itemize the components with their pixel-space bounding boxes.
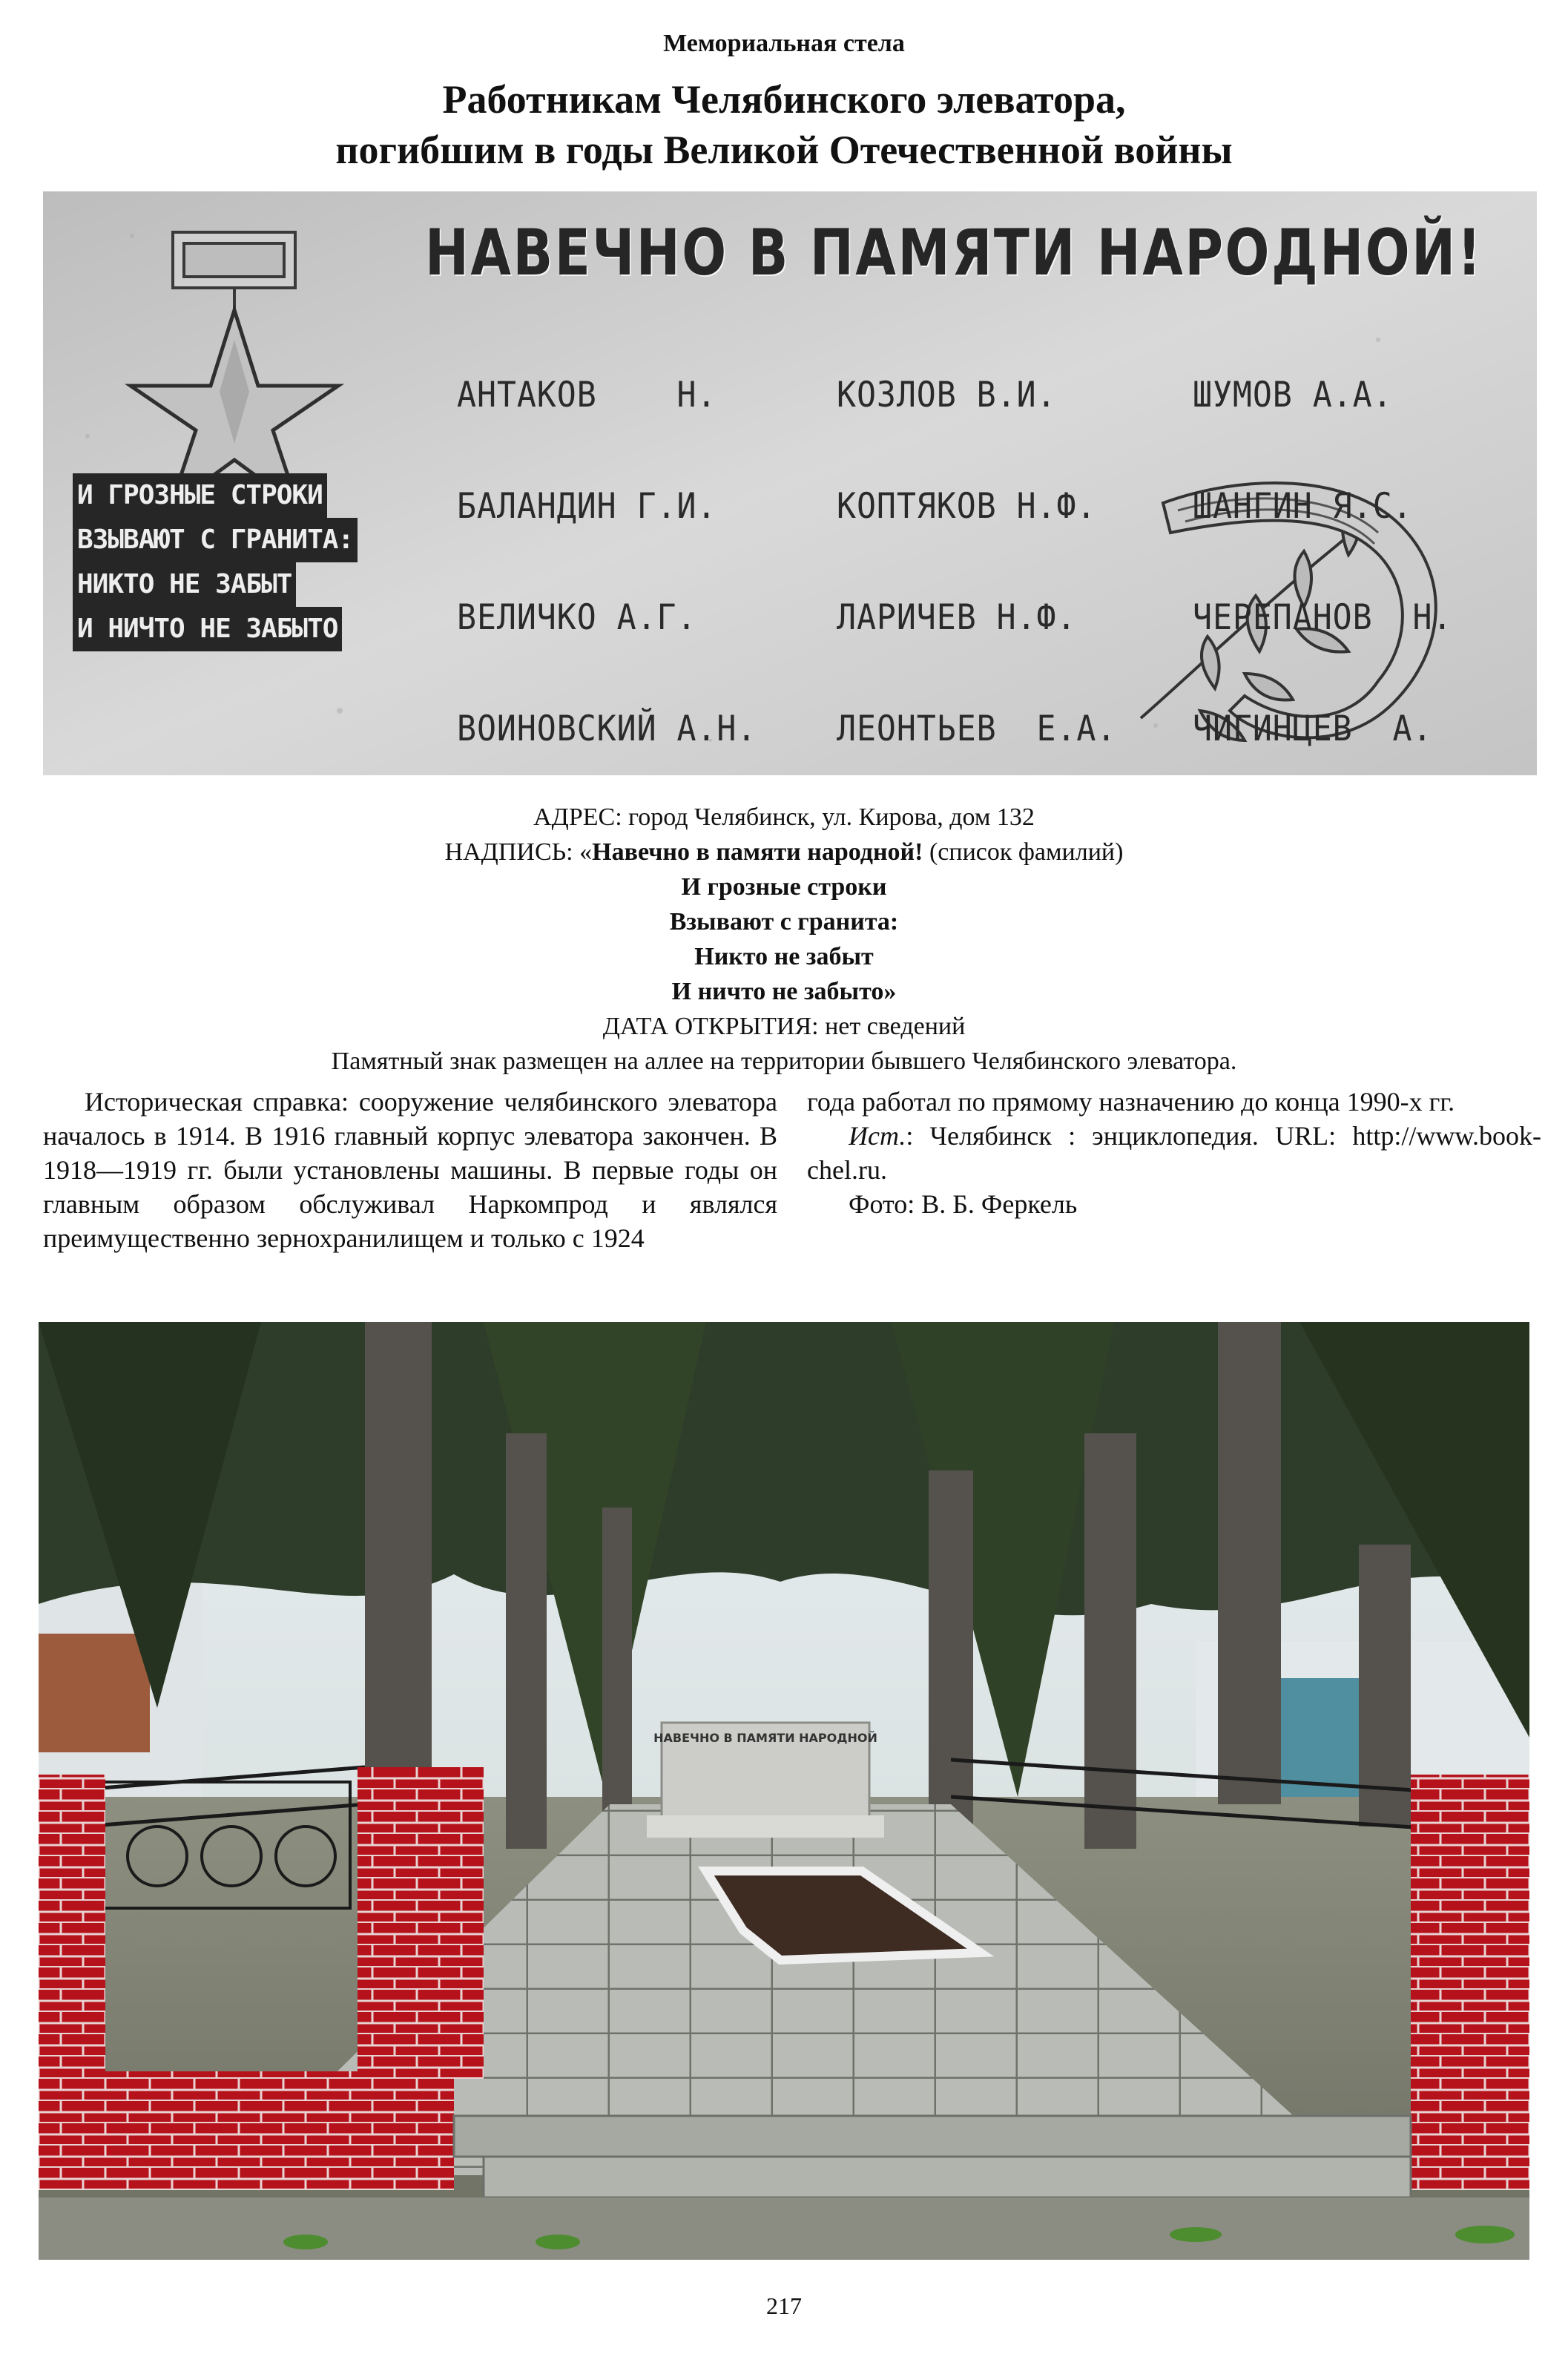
stele-name: ЧИГИНЦЕВ А.: [1193, 709, 1433, 749]
stele-verse-line: И ГРОЗНЫЕ СТРОКИ: [73, 473, 327, 518]
right-column: [807, 1085, 1541, 1221]
stele-verse-line: И НИЧТО НЕ ЗАБЫТО: [73, 607, 342, 651]
page-title-line-2: погибшим в годы Великой Отечественной войны: [335, 128, 1233, 172]
stele-verse-line: НИКТО НЕ ЗАБЫТ: [73, 562, 296, 607]
info-block: [0, 800, 1568, 1079]
page-number: 217: [766, 2292, 802, 2319]
opening-date: ДАТА ОТКРЫТИЯ: нет сведений: [602, 1013, 966, 1040]
inscription: [0, 835, 1568, 869]
inscription-prefix: НАДПИСЬ: «: [444, 838, 593, 866]
verse-line: Взывают с гранита:: [669, 908, 899, 936]
stele-name: АНТАКОВ Н.: [457, 375, 717, 415]
historical-note-continued: года работал по прямому назначению до конца 1990-х гг.: [807, 1087, 1455, 1117]
stele-name: БАЛАНДИН Г.И.: [457, 486, 717, 527]
source-line: [807, 1119, 1541, 1187]
stele-photo: [43, 191, 1537, 775]
memorial-alley-photo: [39, 1322, 1529, 2260]
source-text: : Челябинск : энциклопедия. URL: http://www.book-chel.ru.: [807, 1121, 1541, 1185]
stele-verse: [73, 473, 358, 651]
stele-name: ВОИНОВСКИЙ А.Н.: [457, 709, 757, 749]
stele-name: ШАНГИН Я.С.: [1193, 486, 1413, 527]
stele-name: ШУМОВ А.А.: [1193, 375, 1393, 415]
stele-name: КОПТЯКОВ Н.Ф.: [837, 486, 1097, 527]
stele-names-column-3: [1193, 303, 1452, 775]
verse-line: И ничто не забыто»: [671, 978, 897, 1005]
address: АДРЕС: город Челябинск, ул. Кирова, дом 132: [533, 803, 1035, 831]
stele-heading: НАВЕЧНО В ПАМЯТИ НАРОДНОЙ!: [425, 216, 1483, 290]
kicker-title: Мемориальная стела: [663, 30, 905, 57]
stele-name: ВЕЛИЧКО А.Г.: [457, 597, 697, 638]
inscription-bold: Навечно в памяти народной!: [592, 838, 923, 866]
verse-line: И грозные строки: [681, 873, 887, 901]
stele-name: КОЗЛОВ В.И.: [837, 375, 1057, 415]
left-column: [43, 1085, 777, 1255]
stele-name: ЧЕРЕПАНОВ Н.: [1193, 597, 1453, 638]
plaque-text: НАВЕЧНО В ПАМЯТИ НАРОДНОЙ: [653, 1731, 877, 1745]
stele-name: ЛЕОНТЬЕВ Е.А.: [837, 709, 1117, 749]
stele-name: ЛАРИЧЕВ Н.Ф.: [837, 597, 1077, 638]
inscription-suffix: (список фамилий): [923, 838, 1124, 866]
memorial-alley-illustration: [39, 1322, 1529, 2260]
page-title-line-1: Работникам Челябинского элеватора,: [442, 77, 1126, 122]
location-note: Памятный знак размещен на аллее на территории бывшего Челябинского элеватора.: [331, 1048, 1237, 1075]
historical-note: Историческая справка: сооружение челябинского элеватора началось в 1914. В 1916 главный корпус элеватора закончен. В 1918—1919 гг. были установлены машины. В первые годы он главным образом обслуживал Наркомпрод и являлся преимущественно зернохранилищем и только с 1924: [43, 1087, 777, 1253]
photo-credit: Фото: В. Б. Феркель: [849, 1189, 1078, 1219]
stele-verse-line: ВЗЫВАЮТ С ГРАНИТА:: [73, 518, 358, 562]
source-label: Ист.: [849, 1121, 906, 1151]
stele-names-column-2: [837, 303, 1116, 775]
verse-line: Никто не забыт: [694, 943, 874, 970]
stele-names-column-1: [457, 303, 757, 775]
